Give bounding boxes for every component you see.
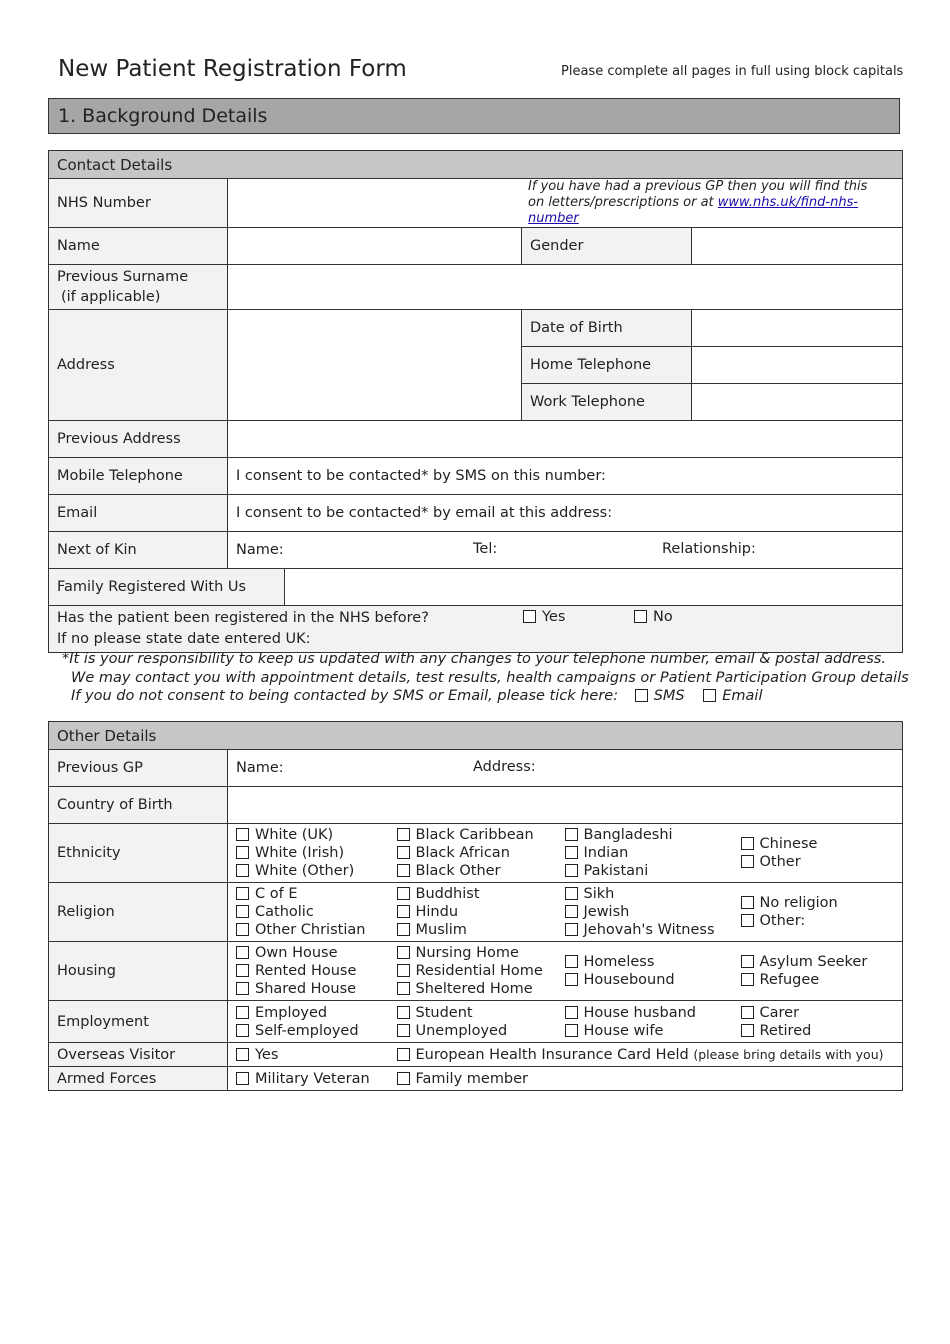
checkbox-icon[interactable] [397,1006,410,1019]
previous-address-label: Previous Address [49,421,228,458]
checkbox-label: Other [759,854,801,870]
checkbox-icon[interactable] [703,689,716,702]
checkbox-icon[interactable] [397,864,410,877]
work-telephone-label: Work Telephone [522,384,692,421]
checkbox-label: Chinese [759,836,818,852]
ethnicity-label: Ethnicity [49,824,228,883]
checkbox-icon[interactable] [397,905,410,918]
address-label: Address [49,310,228,421]
checkbox-icon[interactable] [565,973,578,986]
kin-name-label: Name: [236,542,284,558]
checkbox-option[interactable] [565,826,723,844]
family-registered-field[interactable] [285,569,903,606]
checkbox-label: Black Caribbean [415,827,534,843]
housing-col-2 [397,944,549,998]
previous-gp-field[interactable] [228,750,903,787]
checkbox-label: Muslim [415,922,467,938]
dob-label: Date of Birth [522,310,692,347]
checkbox-label: Buddhist [415,886,480,902]
email-field[interactable] [228,495,903,532]
checkbox-icon[interactable] [565,887,578,900]
checkbox-label: Sheltered Home [415,981,533,997]
checkbox-option[interactable] [397,944,549,962]
country-of-birth-field[interactable] [228,787,903,824]
checkbox-icon[interactable] [236,846,249,859]
checkbox-label: Black African [415,845,510,861]
checkbox-label: House wife [583,1022,664,1039]
notes-line-3: If you do not consent to being contacted by SMS or Email, please tick here: SMS Email [71,688,763,704]
checkbox-option[interactable] [565,921,723,939]
housing-col-1 [236,944,381,998]
checkbox-icon[interactable] [523,610,536,623]
ethnicity-col-2 [397,826,549,880]
checkbox-option[interactable] [236,862,381,880]
mobile-field[interactable] [228,458,903,495]
page-subtitle: Please complete all pages in full using block capitals [561,64,904,79]
overseas-ehic-option[interactable]: European Health Insurance Card Held (please bring details with you) [389,1043,903,1067]
checkbox-option[interactable] [741,853,895,871]
ehic-note: (please bring details with you) [693,1046,884,1062]
checkbox-option[interactable] [397,962,549,980]
contact-details-heading: Contact Details [49,151,903,179]
checkbox-icon[interactable] [397,946,410,959]
checkbox-icon[interactable] [741,1006,754,1019]
nhs-before-question: Has the patient been registered in the NHS before? [57,610,429,626]
checkbox-option[interactable] [397,903,549,921]
ethnicity-col-3 [565,826,723,880]
checkbox-label: Self-employed [255,1022,359,1039]
checkbox-label: White (UK) [255,827,334,843]
checkbox-option[interactable] [397,885,549,903]
checkbox-label: House husband [583,1004,696,1021]
checkbox-label: Other Christian [255,922,366,938]
ethnicity-col-1 [236,826,381,880]
previous-gp-name-label: Name: [236,760,284,776]
checkbox-icon[interactable] [236,982,249,995]
checkbox-icon[interactable] [741,955,754,968]
page-title: New Patient Registration Form [58,56,407,82]
employment-col-2 [397,1004,549,1040]
religion-col-1 [236,885,381,939]
checkbox-option[interactable] [397,844,549,862]
checkbox-label: Nursing Home [415,945,519,961]
employment-col-3 [565,1004,723,1040]
checkbox-option[interactable] [236,1022,381,1040]
uk-date-question: If no please state date entered UK: [57,631,311,647]
checkbox-option[interactable] [565,971,723,989]
checkbox-icon[interactable] [565,828,578,841]
checkbox-icon[interactable] [565,955,578,968]
checkbox-option[interactable] [236,885,381,903]
checkbox-option[interactable] [565,903,723,921]
religion-col-4 [741,894,895,930]
checkbox-icon[interactable] [397,1024,410,1037]
kin-relationship-label: Relationship: [662,541,756,557]
checkbox-label: White (Irish) [255,845,345,861]
checkbox-icon[interactable] [397,887,410,900]
checkbox-icon[interactable] [741,914,754,927]
checkbox-label: Asylum Seeker [759,954,868,970]
ethnicity-col-4 [741,835,895,871]
checkbox-label: Sikh [583,886,615,902]
checkbox-option[interactable] [236,1004,381,1022]
checkbox-label: Rented House [255,963,357,979]
checkbox-label: Pakistani [583,863,649,879]
checkbox-label: Catholic [255,904,314,920]
employment-label: Employment [49,1001,228,1043]
checkbox-option[interactable] [236,826,381,844]
checkbox-label: White (Other) [255,863,355,879]
checkbox-label: Black Other [415,863,501,879]
checkbox-icon[interactable] [397,923,410,936]
checkbox-option[interactable] [397,921,549,939]
checkbox-icon[interactable] [565,1006,578,1019]
checkbox-icon[interactable] [741,896,754,909]
no-sms-option[interactable]: SMS [635,688,685,704]
checkbox-option[interactable] [236,962,381,980]
checkbox-icon[interactable] [565,1024,578,1037]
checkbox-label: Unemployed [415,1022,508,1039]
dob-field[interactable] [692,310,903,347]
other-details-heading: Other Details [49,722,903,750]
family-registered-label: Family Registered With Us [49,569,285,606]
checkbox-option[interactable] [741,912,895,930]
checkbox-option[interactable] [397,862,549,880]
next-of-kin-field[interactable] [228,532,903,569]
gender-field[interactable] [692,228,903,265]
nhs-number-label: NHS Number [49,179,228,228]
checkbox-label: Jehovah's Witness [583,922,715,938]
checkbox-label: Jewish [583,904,630,920]
housing-label: Housing [49,942,228,1001]
nhs-before-yes[interactable]: Yes [523,607,565,628]
checkbox-option[interactable] [565,885,723,903]
checkbox-icon[interactable] [397,964,410,977]
checkbox-label: Bangladeshi [583,827,673,843]
checkbox-option[interactable] [565,1004,723,1022]
previous-address-field[interactable] [228,421,903,458]
previous-gp-label: Previous GP [49,750,228,787]
checkbox-option[interactable] [565,1022,723,1040]
consent-notes [62,650,909,706]
religion-col-3 [565,885,723,939]
sms-consent-text: I consent to be contacted* by SMS on this number: [236,468,606,484]
email-label: Email [49,495,228,532]
checkbox-label: No religion [759,895,838,911]
checkbox-option[interactable] [236,844,381,862]
checkbox-icon[interactable] [565,923,578,936]
checkbox-label: Retired [759,1022,812,1039]
checkbox-label: Own House [255,945,338,961]
checkbox-icon[interactable] [236,1048,249,1061]
checkbox-option[interactable] [741,971,895,989]
checkbox-icon[interactable] [236,864,249,877]
housing-col-4 [741,953,895,989]
checkbox-icon[interactable] [236,1006,249,1019]
nhs-link[interactable]: www.nhs.uk/find-nhs-number [528,195,859,226]
other-details-table [48,721,903,1091]
checkbox-option[interactable] [741,1022,895,1040]
housing-col-3 [565,953,723,989]
checkbox-option[interactable] [565,953,723,971]
work-telephone-field[interactable] [692,384,903,421]
previous-surname-label: Previous Surname (if applicable) [49,265,228,310]
checkbox-label: Residential Home [415,963,543,979]
checkbox-option[interactable] [565,844,723,862]
checkbox-icon[interactable] [397,1072,410,1085]
checkbox-icon[interactable] [635,689,648,702]
checkbox-option[interactable] [741,1004,895,1022]
previous-gp-address-label: Address: [473,759,536,775]
home-telephone-label: Home Telephone [522,347,692,384]
checkbox-icon[interactable] [634,610,647,623]
religion-label: Religion [49,883,228,942]
checkbox-icon[interactable] [741,1024,754,1037]
contact-details-table [48,150,903,653]
section-title: 1. Background Details [48,98,900,134]
checkbox-icon[interactable] [565,846,578,859]
checkbox-icon[interactable] [236,828,249,841]
checkbox-option[interactable] [397,1022,549,1040]
kin-tel-label: Tel: [473,541,498,557]
checkbox-icon[interactable] [397,828,410,841]
next-of-kin-label: Next of Kin [49,532,228,569]
notes-line-1: *It is your responsibility to keep us updated with any changes to your telephone number, email & postal address. [62,651,886,667]
checkbox-option[interactable] [236,980,381,998]
checkbox-label: Refugee [759,972,820,988]
checkbox-icon[interactable] [236,1072,249,1085]
checkbox-icon[interactable] [236,905,249,918]
checkbox-icon[interactable] [236,887,249,900]
nhs-number-field[interactable] [228,179,903,228]
name-label: Name [49,228,228,265]
checkbox-icon[interactable] [236,1024,249,1037]
checkbox-option[interactable] [236,944,381,962]
checkbox-label: Employed [255,1004,328,1021]
checkbox-option[interactable] [397,980,549,998]
checkbox-option[interactable] [236,903,381,921]
nhs-before-row [49,606,903,653]
checkbox-icon[interactable] [741,837,754,850]
checkbox-option[interactable] [741,894,895,912]
checkbox-label: Indian [583,845,629,861]
no-email-option[interactable]: Email [703,688,762,704]
email-consent-text: I consent to be contacted* by email at this address: [236,505,613,521]
armed-family-option[interactable]: Family member [389,1067,903,1091]
checkbox-option[interactable] [236,921,381,939]
checkbox-label: Carer [759,1004,800,1021]
checkbox-icon[interactable] [741,973,754,986]
employment-col-4 [741,1004,895,1040]
checkbox-label: C of E [255,886,298,902]
address-field[interactable] [228,310,522,421]
overseas-visitor-label: Overseas Visitor [49,1043,228,1067]
notes-line-2: We may contact you with appointment details, test results, health campaigns or Patient Participation Group details [71,669,909,686]
checkbox-icon[interactable] [397,846,410,859]
checkbox-icon[interactable] [565,905,578,918]
checkbox-label: Shared House [255,981,357,997]
gender-label: Gender [522,228,692,265]
checkbox-option[interactable] [397,826,549,844]
checkbox-icon[interactable] [741,855,754,868]
home-telephone-field[interactable] [692,347,903,384]
checkbox-option[interactable] [397,1004,549,1022]
checkbox-icon[interactable] [236,964,249,977]
checkbox-icon[interactable] [236,946,249,959]
checkbox-option[interactable] [741,835,895,853]
religion-col-2 [397,885,549,939]
checkbox-label: Housebound [583,972,675,988]
checkbox-option[interactable] [565,862,723,880]
checkbox-label: Homeless [583,954,655,970]
country-of-birth-label: Country of Birth [49,787,228,824]
mobile-label: Mobile Telephone [49,458,228,495]
nhs-number-note: If you have had a previous GP then you will find this on letters/prescriptions or at www.nhs.uk/find-nhs-number [528,179,868,226]
nhs-before-no[interactable]: No [634,607,673,628]
overseas-yes-option[interactable]: Yes [228,1043,389,1067]
checkbox-label: Other: [759,913,806,929]
checkbox-icon[interactable] [397,1048,410,1061]
employment-col-1 [236,1004,381,1040]
checkbox-label: Student [415,1004,473,1021]
armed-veteran-option[interactable]: Military Veteran [228,1067,389,1091]
previous-surname-field[interactable] [228,265,903,310]
checkbox-icon[interactable] [397,982,410,995]
name-field[interactable] [228,228,522,265]
checkbox-icon[interactable] [565,864,578,877]
checkbox-label: Hindu [415,904,459,920]
checkbox-option[interactable] [741,953,895,971]
checkbox-icon[interactable] [236,923,249,936]
armed-forces-label: Armed Forces [49,1067,228,1091]
